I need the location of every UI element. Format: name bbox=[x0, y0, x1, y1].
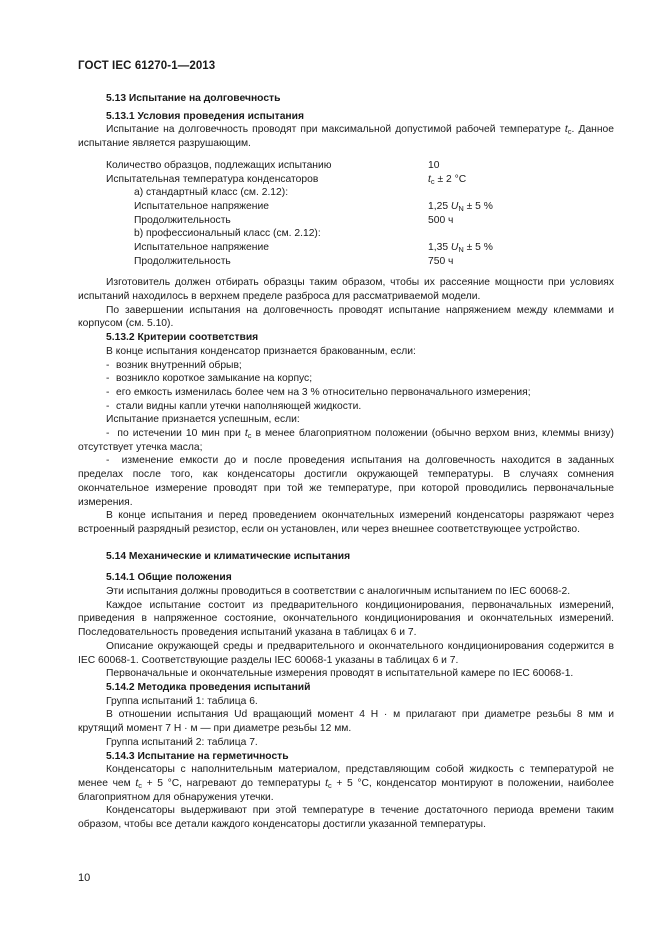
paragraph: Каждое испытание состоит из предварительного кондиционирования, первоначальных измерений, приведения в напряженное состояние, окончательного кондиционирования и окончательных измерений. Последовательность проведения испытаний указана в таблицах 6 и 7. bbox=[78, 599, 614, 639]
paragraph: В конце испытания конденсатор признается бракованным, если: bbox=[106, 345, 416, 357]
table-row: Испытательная температура конденсаторов $t_c \pm 2$ °C bbox=[106, 173, 467, 186]
list-item: - возник внутренний обрыв; bbox=[106, 359, 242, 371]
table-row: Испытательное напряжение 1,35 $U_N \pm 5$ % bbox=[134, 241, 493, 254]
subsection-title-5-14-2: 5.14.2 Методика проведения испытаний bbox=[106, 682, 311, 693]
paragraph: Испытание признается успешным, если: bbox=[106, 414, 300, 426]
subsection-title-5-13-1: 5.13.1 Условия проведения испытания bbox=[106, 110, 304, 122]
table-row: а) стандартный класс (см. 2.12): bbox=[134, 187, 289, 199]
paragraph: Группа испытаний 2: таблица 7. bbox=[106, 736, 258, 748]
table-row: Продолжительность 750 ч bbox=[134, 255, 454, 267]
subsection-title-5-14-1: 5.14.1 Общие положения bbox=[106, 572, 232, 584]
table-row: Испытательное напряжение 1,25 $U_N \pm 5$ % bbox=[134, 200, 493, 213]
section-title-5-14: 5.14 Механические и климатические испытания bbox=[106, 550, 351, 562]
list-item: - изменение емкости до и после проведения испытания на долговечность находится в заданных пределах после того, как конденсаторы достигли окружающей температуры. В случаях сомнения окончательное измерение проводят при той же температуре, при которой проводились первоначальные измерения. bbox=[78, 455, 615, 508]
paragraph: Описание окружающей среды и предварительного и окончательного кондиционирования содержится в IEC 60068-1. Соответствующие разделы IEC 60068-1 указаны в таблицах 6 и 7. bbox=[78, 640, 614, 666]
list-item: - стали видны капли утечки наполняющей жидкости. bbox=[106, 400, 362, 412]
subsection-title-5-14-3: 5.14.3 Испытание на герметичность bbox=[106, 750, 289, 762]
document-body bbox=[78, 92, 614, 832]
subsection-title-5-13-2: 5.13.2 Критерии соответствия bbox=[106, 332, 259, 344]
paragraph: Конденсаторы с наполнительным материалом, представляющим собой жидкость с температурой не менее чем $t_c + 5$ °C, нагревают до температуры $t_c + 5$ °C, конденсатор монтируют в положении, наиболее благоприятном для обнаружения утечки. bbox=[78, 764, 614, 803]
paragraph: Эти испытания должны проводиться в соответствии с аналогичным испытанием по IEC 60068-2. bbox=[106, 586, 571, 598]
paragraph: В отношении испытания Ud вращающий момент 4 Н · м прилагают при диаметре резьбы 8 мм и крутящий момент 7 Н · м — при диаметре резьбы 12 мм. bbox=[78, 709, 614, 735]
paragraph: Первоначальные и окончательные измерения проводят в испытательной камере по IEC 60068-1. bbox=[106, 668, 574, 680]
table-row: b) профессиональный класс (см. 2.12): bbox=[134, 228, 321, 240]
page-number: 10 bbox=[78, 872, 91, 884]
paragraph: Конденсаторы выдерживают при этой температуре в течение достаточного периода времени таким образом, чтобы все детали каждого конденсаторы достигли указанной температуры. bbox=[78, 805, 614, 831]
document-header: ГОСТ IEC 61270-1—2013 bbox=[78, 60, 216, 72]
test-conditions-table bbox=[78, 159, 614, 269]
section-title-5-13: 5.13 Испытание на долговечность bbox=[106, 93, 281, 104]
paragraph: В конце испытания и перед проведением окончательных измерений конденсаторы разряжают через встроенный разрядный резистор, если он установлен, или через внешнее соответствующее устройство. bbox=[78, 510, 614, 535]
table-row: Продолжительность 500 ч bbox=[134, 214, 454, 226]
paragraph: Группа испытаний 1: таблица 6. bbox=[106, 695, 258, 707]
table-row: Количество образцов, подлежащих испытанию 10 bbox=[106, 159, 440, 171]
list-item: - его емкость изменилась более чем на 3 % относительно первоначального измерения; bbox=[106, 386, 531, 398]
list-item: - по истечении 10 мин при $t_c$ в менее благоприятном положении (обычно верхом вниз, клеммы внизу) отсутствует утечка масла; bbox=[78, 428, 614, 453]
paragraph: По завершении испытания на долговечность проводят испытание напряжением между клеммами и корпусом (см. 5.10). bbox=[78, 304, 614, 330]
paragraph: Изготовитель должен отбирать образцы таким образом, чтобы их рассеяние мощности при условиях испытаний находилось в верхнем пределе разброса для рассматриваемой модели. bbox=[78, 277, 614, 303]
paragraph: Испытание на долговечность проводят при максимальной допустимой рабочей температуре $t_c$. Данное испытание является разрушающим. bbox=[78, 124, 614, 150]
list-item: - возникло короткое замыкание на корпус; bbox=[106, 373, 313, 385]
